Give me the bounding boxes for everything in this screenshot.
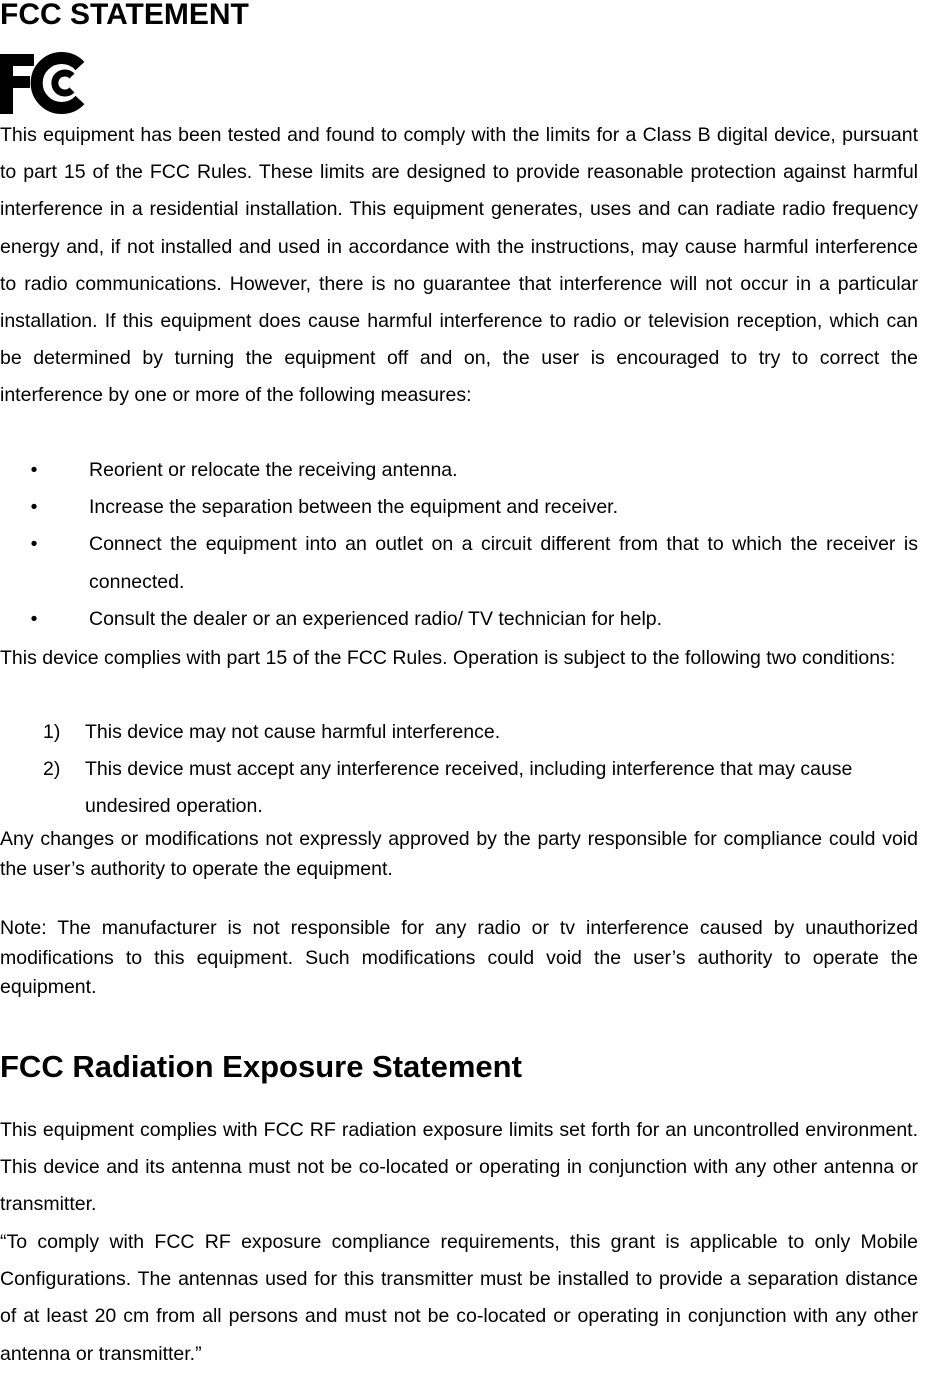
- measure-text: Increase the separation between the equipment and receiver.: [89, 496, 619, 519]
- measure-text: Connect the equipment into an outlet on a circuit different from that to which the receiver is connected.: [89, 533, 918, 593]
- list-item: [43, 751, 939, 825]
- measures-list: [30, 452, 918, 638]
- list-item: [30, 526, 918, 600]
- fcc-statement-title: FCC STATEMENT: [0, 0, 249, 31]
- list-item: [30, 601, 918, 638]
- list-item: [30, 489, 918, 526]
- conditions-list: [43, 714, 939, 826]
- list-item: [30, 452, 918, 489]
- bullet-marker: •: [30, 459, 38, 481]
- measure-text: Consult the dealer or an experienced radio/ TV technician for help.: [89, 607, 663, 630]
- condition-text: This device may not cause harmful interference.: [85, 721, 501, 743]
- modifications-paragraph: Any changes or modifications not expressly approved by the party responsible for compliance could void the user’s authority to operate the equipment.: [0, 828, 918, 880]
- radiation-exposure-title: FCC Radiation Exposure Statement: [0, 1049, 522, 1084]
- condition-number: 2): [43, 758, 61, 781]
- bullet-marker: •: [30, 496, 38, 519]
- list-item: [43, 714, 939, 751]
- note-paragraph: Note: The manufacturer is not responsible for any radio or tv interference caused by unauthorized modifications to this equipment. Such modifications could void the user’s authority to operate the equipment.: [0, 917, 918, 998]
- radiation-paragraph-1: This equipment complies with FCC RF radiation exposure limits set forth for an uncontrolled environment. This device and its antenna must not be co-located or operating in conjunction with any other antenna or transmitter.: [0, 1119, 918, 1216]
- bullet-marker: •: [30, 607, 38, 630]
- condition-number: 1): [43, 721, 61, 743]
- radiation-paragraph-2: “To comply with FCC RF exposure compliance requirements, this grant is applicable to only Mobile Configurations. The antennas used for this transmitter must be installed to provide a separation distance of at least 20 cm from all persons and must not be co-located or operating in conjunction with any other antenna or transmitter.”: [0, 1231, 918, 1365]
- bullet-marker: •: [30, 533, 38, 556]
- condition-text: This device must accept any interference received, including interference that may cause undesired operation.: [85, 758, 853, 818]
- measure-text: Reorient or relocate the receiving antenna.: [89, 459, 458, 481]
- compliance-paragraph: This device complies with part 15 of the FCC Rules. Operation is subject to the following two conditions:: [0, 647, 896, 669]
- fcc-intro-paragraph: This equipment has been tested and found to comply with the limits for a Class B digital device, pursuant to part 15 of the FCC Rules. These limits are designed to provide reasonable protection against harmful interference in a residential installation. This equipment generates, uses and can radiate radio frequency energy and, if not installed and used in accordance with the instructions, may cause harmful interference to radio communications. However, there is no guarantee that interference will not occur in a particular installation. If this equipment does cause harmful interference to radio or television reception, which can be determined by turning the equipment off and on, the user is encouraged to try to correct the interference by one or more of the following measures:: [0, 124, 918, 407]
- fcc-logo-icon: [0, 52, 88, 114]
